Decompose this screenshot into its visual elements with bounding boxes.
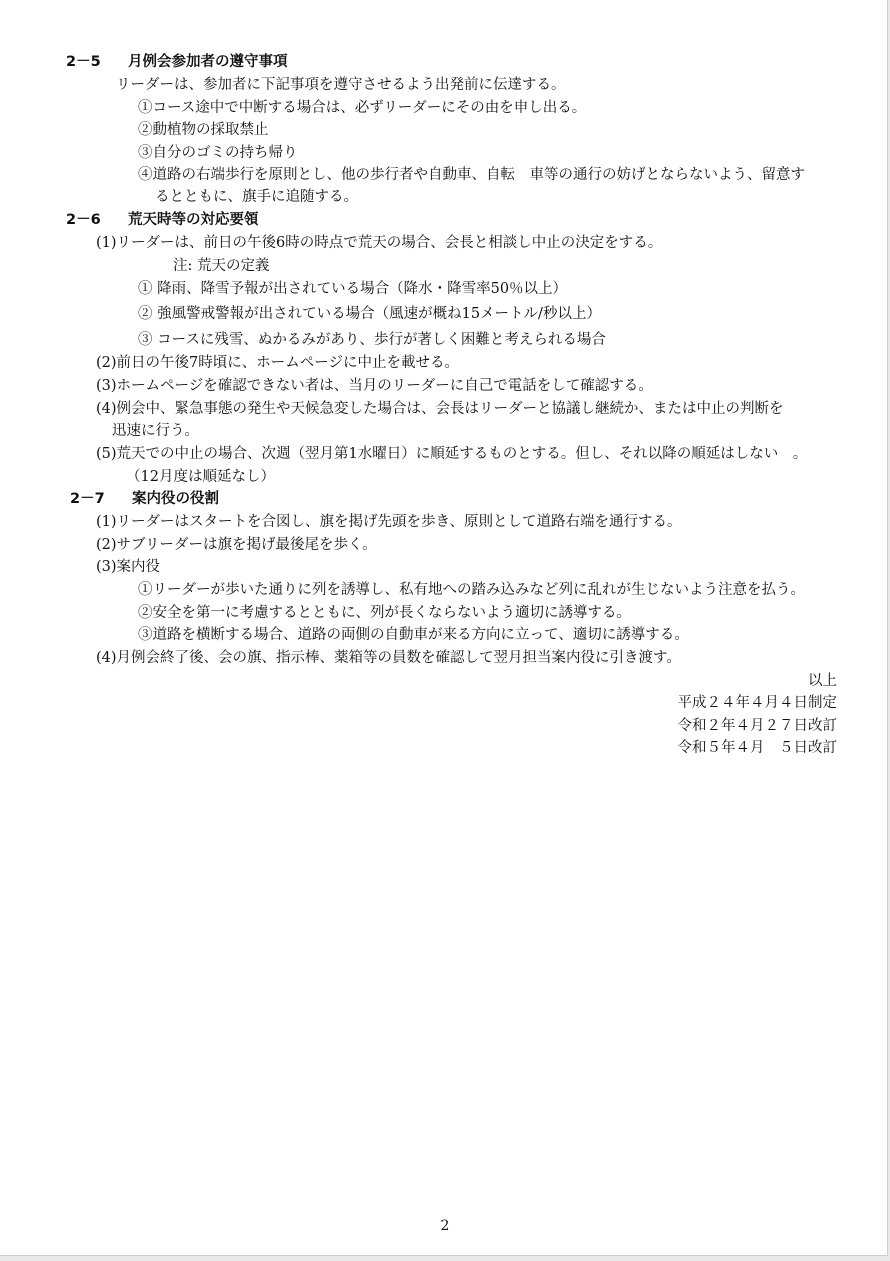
date-revised: 令和５年４月 ５日改訂 [677,740,837,756]
list-item: (3)ホームページを確認できない者は、当月のリーダーに自己で電話をして確認する。 [96,378,653,394]
note-heading: 注: 荒天の定義 [173,258,270,274]
section-heading-2-7 [70,488,219,510]
list-item-continuation: るとともに、旗手に追随する。 [155,189,358,205]
list-item: (4)例会中、緊急事態の発生や天候急変した場合は、会長はリーダーと協議し継続か、または中止の判断を [96,401,784,417]
section-title: 月例会参加者の遵守事項 [128,54,288,70]
list-item: (5)荒天での中止の場合、次週（翌月第1水曜日）に順延するものとする。但し、それ以降の順延はしない 。 [96,446,808,462]
section-intro: リーダーは、参加者に下記事項を遵守させるよう出発前に伝達する。 [116,77,566,93]
list-item: (1)リーダーはスタートを合図し、旗を掲げ先頭を歩き、原則として道路右端を通行する。 [96,514,682,530]
end-mark: 以上 [808,673,837,689]
list-item: ④道路の右端歩行を原則とし、他の歩行者や自動車、自転 車等の通行の妨げとならないよう、留意す [138,167,805,183]
section-number: 2－7 [70,491,105,507]
list-item: ①リーダーが歩いた通りに列を誘導し、私有地への踏み込みなど列に乱れが生じないよう注意を払う。 [138,582,805,598]
section-title: 荒天時等の対応要領 [128,212,259,228]
list-item: (3)案内役 [96,559,161,575]
list-item: ②安全を第一に考慮するとともに、列が長くならないよう適切に誘導する。 [138,605,631,621]
list-item: (2)サブリーダーは旗を掲げ最後尾を歩く。 [96,537,377,553]
page-number: 2 [440,1218,450,1234]
section-heading-2-6 [66,209,259,231]
section-number: 2－5 [66,54,101,70]
list-item: ③自分のゴミの持ち帰り [138,145,298,161]
section-title: 案内役の役割 [132,491,219,507]
section-heading-2-5 [66,51,288,73]
list-item: ①コース途中で中断する場合は、必ずリーダーにその由を申し出る。 [138,100,587,116]
list-item: ① 降雨、降雪予報が出されている場合（降水・降雪率50％以上） [138,281,568,297]
list-item: ②動植物の採取禁止 [138,122,269,138]
list-item: ② 強風警戒警報が出されている場合（風速が概ね15メートル/秒以上） [138,306,601,322]
section-number: 2－6 [66,212,101,228]
list-item: (4)月例会終了後、会の旗、指示棒、薬箱等の員数を確認して翌月担当案内役に引き渡す。 [96,650,681,666]
list-item: ③ コースに残雪、ぬかるみがあり、歩行が著しく困難と考えられる場合 [138,332,606,348]
list-item-continuation: 迅速に行う。 [112,423,199,439]
list-item-continuation: （12月度は順延なし） [126,469,275,485]
list-item: ③道路を横断する場合、道路の両側の自動車が来る方向に立って、適切に誘導する。 [138,627,689,643]
date-revised: 令和２年４月２７日改訂 [677,718,837,734]
date-enacted: 平成２４年４月４日制定 [677,695,837,711]
list-item: (2)前日の午後7時頃に、ホームページに中止を載せる。 [96,355,459,371]
list-item: (1)リーダーは、前日の午後6時の時点で荒天の場合、会長と相談し中止の決定をする。 [96,235,663,251]
